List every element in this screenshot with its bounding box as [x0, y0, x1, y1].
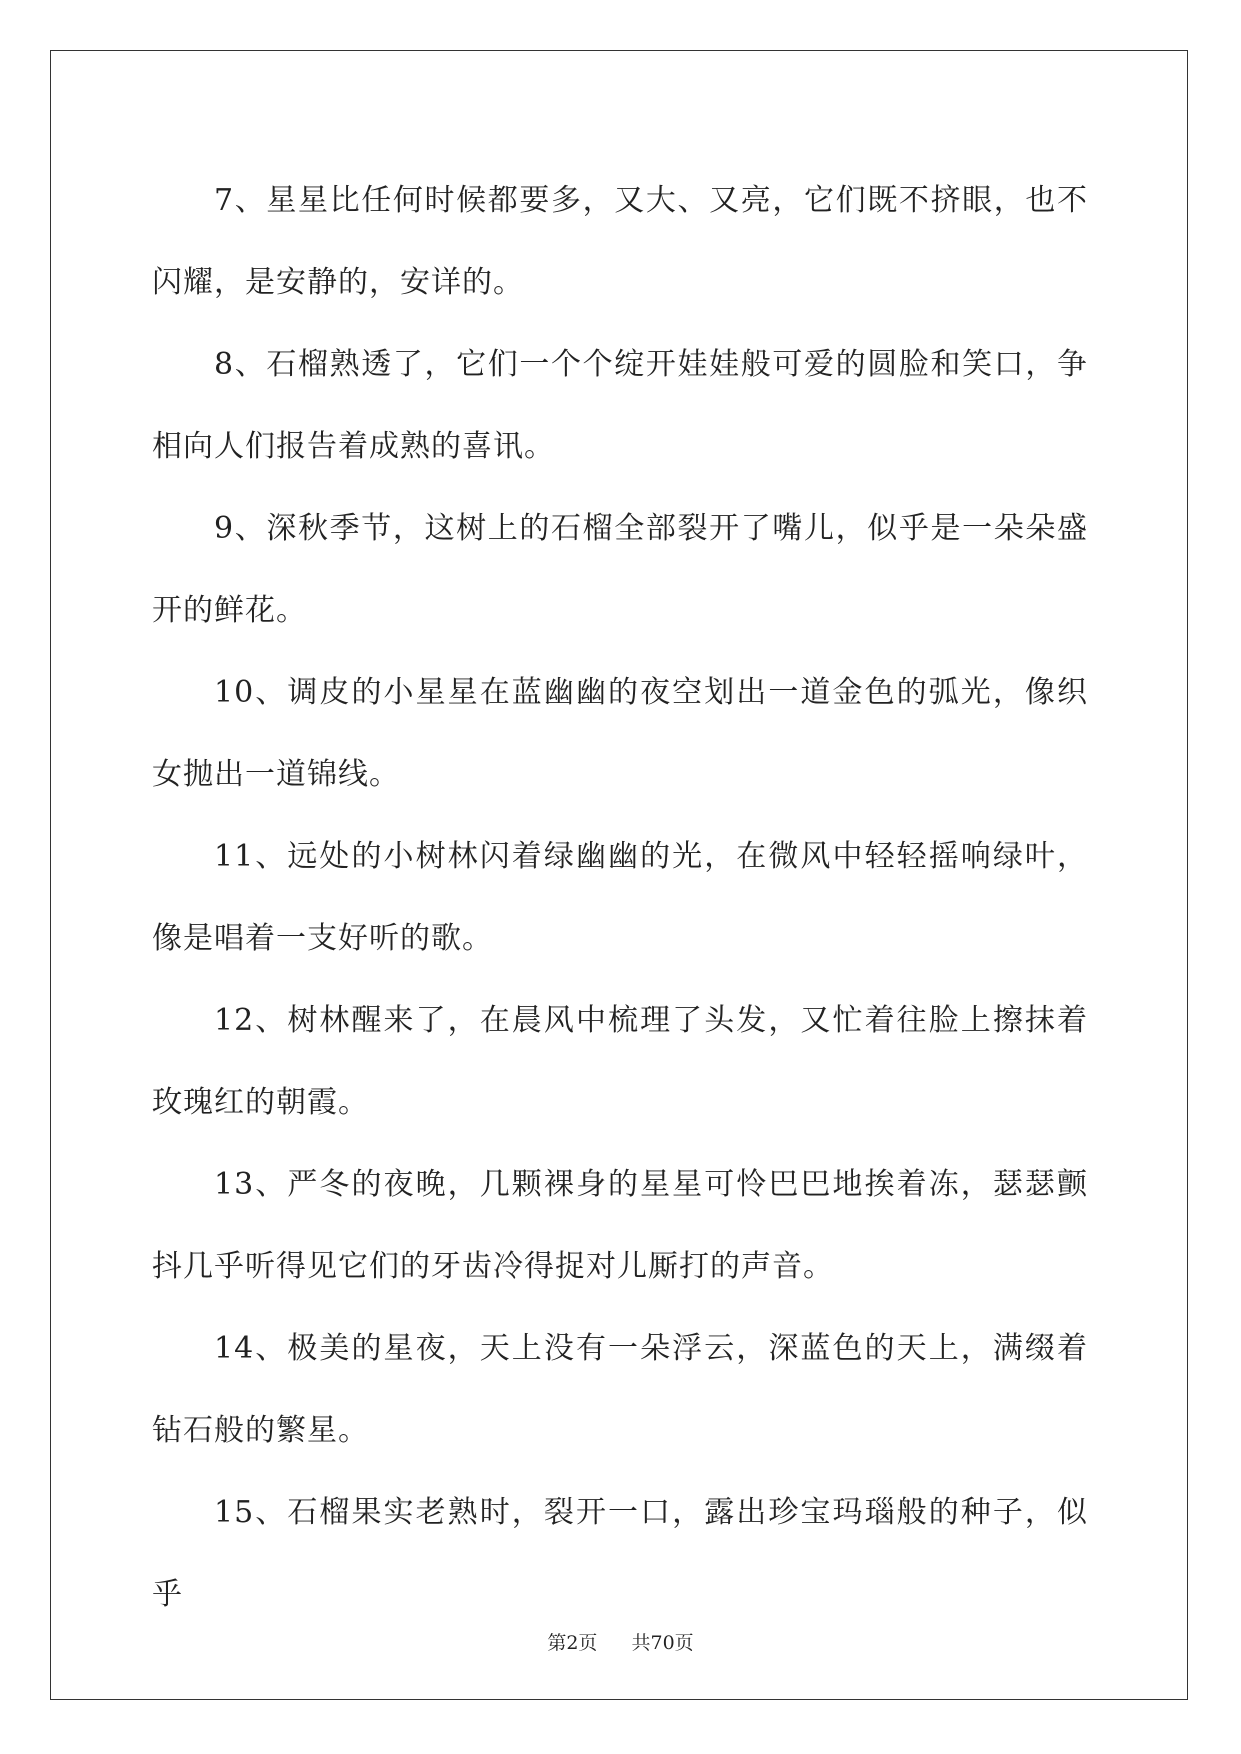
page-footer [0, 1628, 1241, 1655]
paragraph-9: 9、深秋季节，这树上的石榴全部裂开了嘴儿，似乎是一朵朵盛开的鲜花。 [152, 511, 1088, 628]
paragraph-12: 12、树林醒来了，在晨风中梳理了头发，又忙着往脸上擦抹着玫瑰红的朝霞。 [152, 1003, 1088, 1120]
paragraph-8: 8、石榴熟透了，它们一个个绽开娃娃般可爱的圆脸和笑口，争相向人们报告着成熟的喜讯。 [152, 347, 1088, 464]
paragraph-7: 7、星星比任何时候都要多，又大、又亮，它们既不挤眼，也不闪耀，是安静的，安详的。 [152, 183, 1088, 300]
paragraph-14: 14、极美的星夜，天上没有一朵浮云，深蓝色的天上，满缀着钻石般的繁星。 [152, 1331, 1088, 1448]
page-total: 共70页 [631, 1632, 694, 1654]
paragraph-10: 10、调皮的小星星在蓝幽幽的夜空划出一道金色的弧光，像织女抛出一道锦线。 [152, 675, 1088, 792]
document-body [152, 160, 1088, 1636]
paragraph-15: 15、石榴果实老熟时，裂开一口，露出珍宝玛瑙般的种子，似乎 [152, 1495, 1088, 1612]
paragraph-11: 11、远处的小树林闪着绿幽幽的光，在微风中轻轻摇响绿叶，像是唱着一支好听的歌。 [152, 839, 1088, 956]
paragraph-13: 13、严冬的夜晚，几颗裸身的星星可怜巴巴地挨着冻，瑟瑟颤抖几乎听得见它们的牙齿冷得捉对儿厮打的声音。 [152, 1167, 1088, 1284]
page-number: 第2页 [547, 1632, 598, 1654]
